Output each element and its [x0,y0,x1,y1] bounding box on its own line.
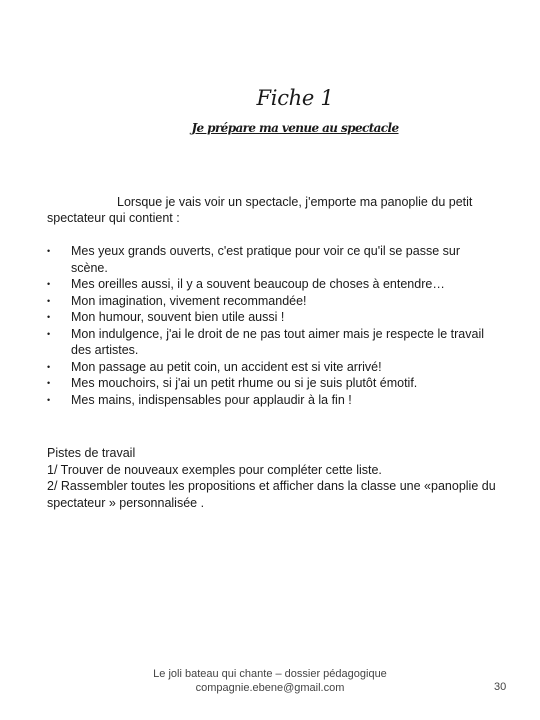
list-item-text: Mon indulgence, j'ai le droit de ne pas tout aimer mais je respecte le travail des artistes. [71,326,485,357]
list-item [47,243,487,276]
page-number: 30 [494,681,507,693]
bullet-icon: • [47,279,51,289]
list-item [47,309,487,326]
list-item [47,293,487,310]
page-footer [0,667,540,695]
list-item-text: Mon passage au petit coin, un accident est si vite arrivé! [71,359,382,374]
footer-document-title: Le joli bateau qui chante – dossier pédagogique [153,668,387,680]
page-title: Fiche 1 [256,86,334,110]
list-item-text: Mes mouchoirs, si j'ai un petit rhume ou si je suis plutôt émotif. [71,376,418,390]
list-item [47,375,487,392]
intro-paragraph: Lorsque je vais voir un spectacle, j'emporte ma panoplie du petit spectateur qui contient : [47,195,473,225]
list-item-text: Mes oreilles aussi, il y a souvent beaucoup de choses à entendre… [71,277,445,291]
bullet-icon: • [47,312,51,322]
footer-email: compagnie.ebene@gmail.com [195,682,345,694]
list-item [47,276,487,293]
bullet-icon: • [47,328,51,339]
work-item-2: 2/ Rassembler toutes les propositions et afficher dans la classe une «panoplie du spectateur » personnalisée . [47,479,496,510]
bullet-icon: • [47,378,51,388]
list-item-text: Mon imagination, vivement recommandée! [71,293,307,308]
bullet-icon: • [47,295,51,306]
bullet-icon: • [47,361,51,372]
list-item [47,326,487,359]
list-item-text: Mes mains, indispensables pour applaudir à la fin ! [71,392,352,407]
bullet-icon: • [47,246,51,256]
list-item [47,392,487,409]
work-section [47,445,497,511]
work-heading: Pistes de travail [47,446,136,460]
work-item-1: 1/ Trouver de nouveaux exemples pour compléter cette liste. [47,462,382,477]
equipment-list [47,243,487,408]
bullet-icon: • [47,394,51,405]
list-item [47,359,487,376]
page-subtitle: Je prépare ma venue au spectacle [191,121,399,135]
list-item-text: Mes yeux grands ouverts, c'est pratique pour voir ce qu'il se passe sur scène. [71,244,460,275]
list-item-text: Mon humour, souvent bien utile aussi ! [71,310,285,324]
